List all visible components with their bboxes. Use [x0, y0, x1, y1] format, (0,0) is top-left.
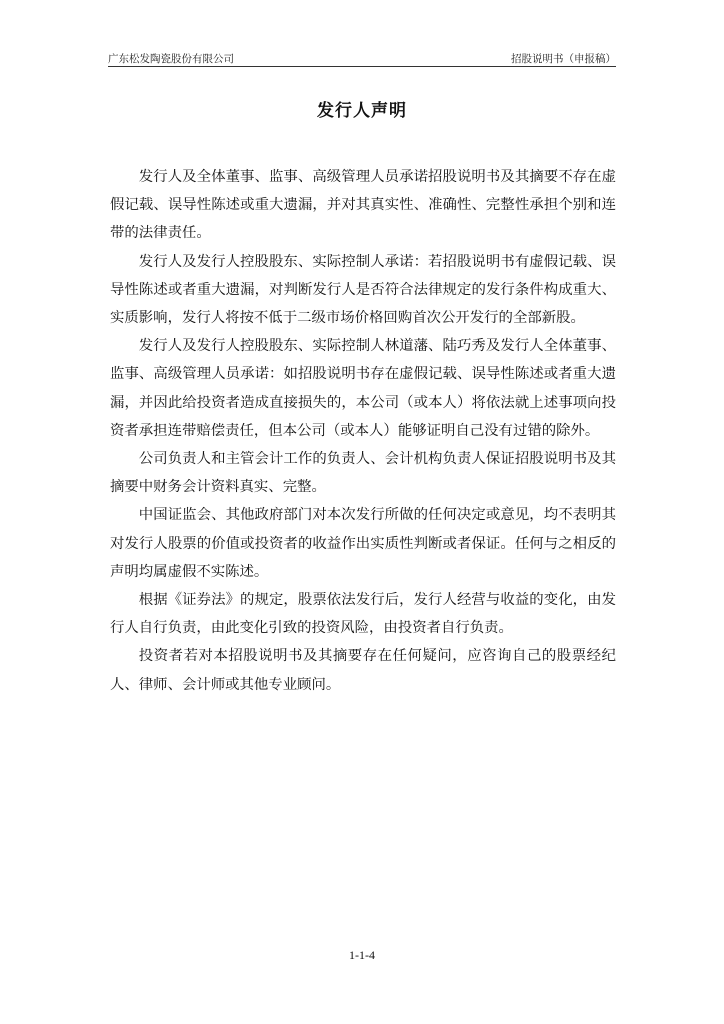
page-number: 1-1-4: [349, 948, 375, 962]
paragraph: 发行人及全体董事、监事、高级管理人员承诺招股说明书及其摘要不存在虚假记载、误导性陈述或重大遗漏，并对其真实性、准确性、完整性承担个别和连带的法律责任。: [110, 169, 616, 242]
paragraph: 投资者若对本招股说明书及其摘要存在任何疑问，应咨询自己的股票经纪人、律师、会计师或其他专业顾问。: [110, 648, 616, 693]
paragraph: 公司负责人和主管会计工作的负责人、会计机构负责人保证招股说明书及其摘要中财务会计资料真实、完整。: [110, 451, 616, 496]
paragraph: 发行人及发行人控股股东、实际控制人林道藩、陆巧秀及发行人全体董事、监事、高级管理人员承诺：如招股说明书存在虚假记载、误导性陈述或者重大遗漏，并因此给投资者造成直接损失的，本公司（或本人）将依法就上述事项向投资者承担连带赔偿责任，但本公司（或本人）能够证明自己没有过错的除外。: [110, 338, 616, 439]
paragraph: 中国证监会、其他政府部门对本次发行所做的任何决定或意见，均不表明其对发行人股票的价值或投资者的收益作出实质性判断或者保证。任何与之相反的声明均属虚假不实陈述。: [110, 507, 616, 580]
header-company-name: 广东松发陶瓷股份有限公司: [108, 53, 234, 65]
paragraph: 根据《证券法》的规定，股票依法发行后，发行人经营与收益的变化，由发行人自行负责，由此变化引致的投资风险，由投资者自行负责。: [110, 592, 616, 637]
page-header: [108, 48, 616, 67]
paragraph: 发行人及发行人控股股东、实际控制人承诺：若招股说明书有虚假记载、误导性陈述或者重大遗漏，对判断发行人是否符合法律规定的发行条件构成重大、实质影响，发行人将按不低于二级市场价格回购首次公开发行的全部新股。: [110, 253, 616, 327]
page-title: 发行人声明: [317, 101, 407, 121]
header-document-type: 招股说明书（申报稿）: [511, 53, 616, 65]
statement-body: [110, 163, 616, 699]
